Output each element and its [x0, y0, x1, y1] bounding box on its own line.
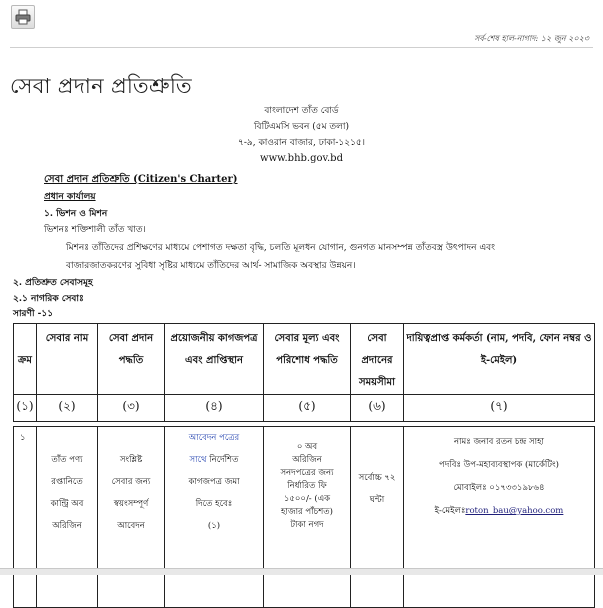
row1-fee: ০ অব অরিজিন সনদপত্রের জন্য নির্ধারিত ফি ১৫০০/- (এক হাজার পাঁচশত) টাকা নগদ	[264, 427, 351, 608]
vision-text: ভিশনঃ শক্তিশালী তাঁত খাত।	[44, 225, 146, 235]
org-website: www.bhb.gov.bd	[260, 153, 343, 164]
header-divider	[10, 47, 593, 48]
row1-officer	[404, 427, 595, 608]
header-serial: ক্রম	[14, 324, 37, 395]
table-header-row	[14, 324, 595, 395]
col-num-1: (১)	[14, 395, 37, 422]
org-address-block	[0, 103, 603, 167]
org-address: ৭-৯, কাওরান বাজার, ঢাকা-১২১৫।	[238, 138, 365, 148]
org-name: বাংলাদেশ তাঁত বোর্ড	[264, 106, 339, 116]
col-num-5: (৫)	[264, 395, 351, 422]
print-button[interactable]	[11, 5, 35, 29]
charter-heading: সেবা প্রদান প্রতিশ্রুতি (Citizen's Charter)	[44, 174, 238, 185]
application-form-link[interactable]: আবেদন পত্রের	[188, 433, 240, 443]
row1-method: সংশ্লিষ্ট সেবার জন্য স্বয়ংসম্পূর্ণ আবেদন	[98, 427, 165, 608]
col-num-4: (৪)	[165, 395, 264, 422]
officer-post: পদবিঃ উপ-মহাব্যবস্থাপক (মার্কেটিং)	[439, 460, 559, 470]
column-number-row	[14, 395, 595, 422]
last-updated: সর্ব-শেষ হাল-নাগাদ: ১২ জুন ২০২৩	[474, 34, 589, 43]
horizontal-scrollbar[interactable]	[0, 568, 603, 575]
col-num-7: (৭)	[404, 395, 595, 422]
row1-documents: আবেদন পত্রের সাথে নির্দেশিত কাগজপত্র জমা দিতে হবেঃ (১)	[165, 427, 264, 608]
row1-time: সর্বোচ্চ ৭২ ঘন্টা	[351, 427, 404, 608]
col-num-2: (২)	[37, 395, 98, 422]
citizen-charter-table	[13, 323, 595, 608]
row1-serial: ১	[14, 427, 37, 608]
header-officer: দায়িত্বপ্রাপ্ত কর্মকর্তা (নাম, পদবি, ফোন নম্বর ও ই-মেইল)	[404, 324, 595, 395]
row1-service-name: তাঁত পণ্য রপ্তানিতে কান্ট্রি অব অরিজিন	[37, 427, 98, 608]
mission-text-2: বাজারজাতকরণের সুবিধা সৃষ্টির মাধ্যমে তাঁতিদের আর্থ- সামাজিক অবস্থার উন্নয়ন।	[66, 261, 356, 271]
officer-name: নামঃ জনাব রতন চন্দ্র সাহা	[453, 437, 545, 447]
officer-email-link[interactable]: roton_bau@yahoo.com	[465, 506, 564, 516]
header-method: সেবা প্রদান পদ্ধতি	[98, 324, 165, 395]
header-fee: সেবার মূল্য এবং পরিশোধ পদ্ধতি	[264, 324, 351, 395]
section-services: ২. প্রতিশ্রুত সেবাসমূহ	[13, 278, 93, 288]
officer-phone: মোবাইলঃ ০১৭৩৩১৯৮৬৪	[453, 483, 545, 493]
mission-text-1: মিশনঃ তাঁতিদের প্রশিক্ষণের মাধ্যমে পেশাগত দক্ষতা বৃদ্ধি, চলতি মূলধন যোগান, গুনগত মানসম্পন্ন তাঁতবস্ত্র উৎপাদন এবং	[66, 243, 496, 253]
officer-email: ই-মেইলঃroton_bau@yahoo.com	[434, 506, 564, 516]
col-num-6: (৬)	[351, 395, 404, 422]
table-label: সারণী -১১	[13, 309, 54, 319]
page-title: সেবা প্রদান প্রতিশ্রুতি	[10, 74, 192, 98]
table-row	[14, 427, 595, 608]
header-documents: প্রয়োজনীয় কাগজপত্র এবং প্রাপ্তিস্থান	[165, 324, 264, 395]
printer-icon	[15, 9, 31, 25]
section-vision-mission: ১. ভিশন ও মিশন	[44, 209, 108, 219]
header-time: সেবা প্রদানের সময়সীমা	[351, 324, 404, 395]
office-label: প্রধান কার্যালয়	[44, 192, 96, 202]
col-num-3: (৩)	[98, 395, 165, 422]
section-citizen-service: ২.১ নাগরিক সেবাঃ	[13, 294, 84, 304]
org-building: বিটিএমসি ভবন (৫ম তলা)	[253, 122, 350, 132]
header-service-name: সেবার নাম	[37, 324, 98, 395]
